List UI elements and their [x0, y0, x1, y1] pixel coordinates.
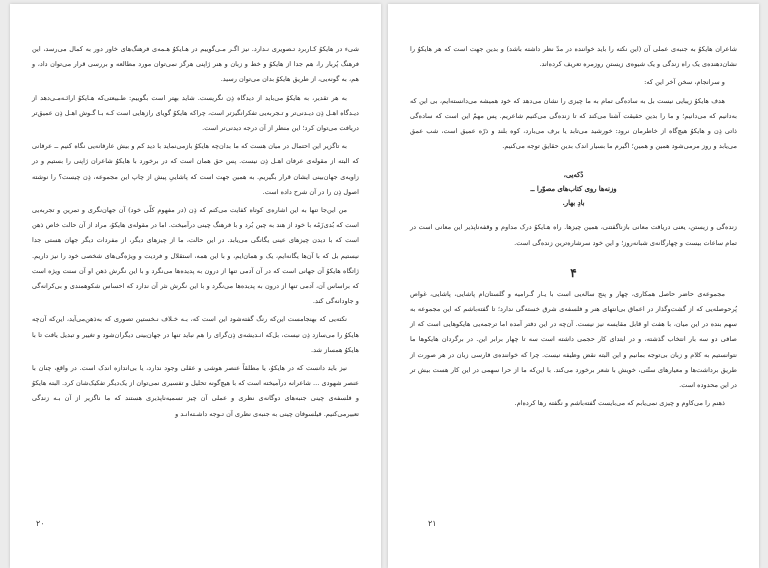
- paragraph: شاعران هایکوُ به جنبه‌ی عملی آن (این نکته را باید خواننده در مدّ نظر داشته باشد) و بدین جهت است که هر هایکوُ را نشان‌دهنده‌ی یک راه زندگی و یک شیوه‌ی زیستن روزمره تعریف کرده‌اند.: [410, 45, 737, 69]
- haiku-line: دُکه‌یی،: [563, 171, 584, 180]
- paragraph: ذهنم را می‌کاوم و چیزی نمی‌یابم که می‌بایست گفته‌باشم و نگفته رها کرده‌ام.: [514, 399, 725, 408]
- paragraph: نکته‌یی که بهنجامست این‌که رنگ گفته‌شود این است که، بـه خـلاف نـخستین تصوری که به‌ذهن‌می‌آید، این‌که آن‌چه هایکوُ را می‌سازد ذِن نیست، بل‌که انـدیشه‌ی ذِن‌گرای را هم نباید تنها در جهان‌بینی دیگران‌شود و تغییر و تبدیل یافت تا با هایکوُ همساز شد.: [32, 315, 359, 354]
- paragraph: به هر تقدیر، به هایکوُ می‌باید از دیدگاه ذِن نگریست. شاید بهتر است بگوییم: طـبیعتی‌که هـایکوُ ارائـه‌مـی‌دهد از دیـدگاه اهـل ذِن دیـدنی‌تر و تـجربه‌یی تفکرانگیزتر است، چراکه هایکوُ گویای رازهایی است کـه بـا گـوش اهـل ذِن عمیق‌تر دریافت می‌توان کرد؛ این منظر از آن درجه دیدنی‌تر است.: [32, 93, 359, 133]
- haiku-line: بادِ بهار.: [562, 199, 585, 208]
- haiku-quote: [410, 168, 737, 210]
- haiku-line: وزنه‌ها روی کتاب‌های مصوّرا ــ: [530, 185, 617, 194]
- left-page: [10, 4, 381, 568]
- paragraph: نیز باید دانست که در هایکوُ، یا مطلقاً عنصر هوشی و عقلی وجود ندارد، یا بی‌اندازه اندک است. در واقع، چنان با عنصر شهودی ... شاعرانه درآمیخته است که با هیچ‌گونه تحلیل و تفسیری نمی‌توان از یک‌دیگر تفکیک‌شان کرد. البته هایکوُ و فلسفه‌ی چینی جنبه‌های دوگانه‌ی نظری و عملی آن چیز تسمیه‌ناپذیری هستند که ما ناگزیر از آن بـه زندگی تعبیرمی‌کنیم. فیلسوفان چینی به جنبه‌ی نظری آن تـوجه داشـته‌انـد و: [32, 364, 359, 418]
- right-page-text: [410, 42, 737, 411]
- paragraph: من این‌جا تنها به این اشاره‌ی کوتاه کفایت می‌کنم که ذِن (در مفهوم کلّی خود) آن جهان‌نگری و تمرین و تجربه‌یی است که بُدی‌زَمُه با خود از هند به چین بُرد و با فرهنگ چینی درآمیخت. اما در مقوله‌ی هایکوُ، مراد از آن حالت خاص ذهن است که با دیدن چیزهای عینی یگانگی می‌یابد. در این حالت، ما از چیزهای دیگر، از مفردات دیگر جهان هستی جدا نیستیم بل که با آن‌ها یگانه‌ایم، یک و همان‌ایم، و با این همه، استقلال و فردیت و ویژه‌گی‌های شخصی خود را نیز داریم. ژاتگاه هایکوُ آن جهانی است که در آن آدمی تنها از درون به پدیده‌ها می‌نگرد و با این نگرش ذهن او آن سنت ویژه است که براساس آن، آدمی تنها از درون به پدیده‌ها می‌نگرد و با این نگرش نثر آن ندارد که احساس شکوهمندی و بی‌کرانه‌گی و جاودانه‌گی کند.: [32, 206, 359, 306]
- section-number: ۴: [570, 265, 577, 280]
- paragraph: هدف هایکوُ زیبایی نیست بل به ساده‌گی تمام به ما چیزی را نشان می‌دهد که خود همیشه می‌دانسته‌ایم، بی این که به‌دانیم که می‌دانیم؛ و ما را بدین حقیقت آشنا می‌کند که تا زنده‌گی می‌کنیم شاعریم. پس مهمّ این است که ساده‌گی ذاتی ذِن و هایکوُ هیچ‌گاه از خاطرمان نرود: خورشید می‌تابد یا برف می‌بارد، کوه بلند و ذرّه عمیق است، شب عمق می‌یابد و روز مرمی‌شود همین و همین؛ اگیرم ما بسیار اندک بدین حقایق توجه می‌کنیم.: [410, 96, 737, 151]
- left-page-text: [32, 42, 359, 422]
- paragraph: زنده‌گی و زیستن، یعنی دریافت معانی بازناگفتنی، همین چیزها. راه هـایکوُ درک مداوم و وقفه‌ناپذیر این معانی است در تمام ساعات بیست و چهارگانه‌ی شبانه‌روز؛ و این خود سرشاره‌ترین زنده‌گی است.: [410, 223, 737, 247]
- paragraph: و سرانجام، سخن آخر این که:: [644, 78, 725, 87]
- page-number: ۲۱: [428, 519, 437, 528]
- page-number: ۲۰: [36, 519, 45, 528]
- right-page: [388, 4, 759, 568]
- paragraph: مجموعه‌ی حاضر حاصل همکاری، چهار و پنج ساله‌یی است با یـار گـرامیه و گلستان‌ام پاشایی، پاشایی، غواص پُرحوصله‌یی که از گشت‌وگذار در اعماق بی‌انتهای هنر و فلسفه‌ی شرق خسته‌گی ندارد؛ تا گفته‌باشم که این مجموعه به سهم بنده در این میان، با هفت او قابل مقایسه نیز نیست. آن‌چه در این دفتر آمده اما ترجمه‌یی هایکوهایی است که از صافی دو سه بار انتخاب گذشته، و در ابتدای کار حجمی داشته است سه تا چهار برابر این. در برگردان هایکوها ما نتوانستیم به کلام و زبان بی‌توجه بمانیم و این البته نقض وظیفه نیست. چرا که خواننده‌ی فارسی زبان در هر صورت از طریق برداشت‌ها و معیارهای سنّتی، خویش با شعر برخورد می‌کند. با این‌که ما از حرا سهمی در این کار هست بیش تر در این محدوده است.: [410, 289, 737, 390]
- paragraph: شی‌ء در هایکوُ کـاربرد تـصویری نـدارد. نیز اگـر مـی‌گوییم در هـایکوُ هـمه‌ی فرهنگ‌های خاور دور به کمال می‌رسد، این فرهنگ پُربار را، هم جدا از هایکوُ و خط و زبان و هنر ژاپنی هرگز نمی‌توان مورد مطالعه و بررسی قرار می‌توان داد، و هم، به گونه‌یی، از طریق هایکوُ بدان می‌توان رسید.: [32, 45, 359, 84]
- paragraph: به تاگزیر این احتمال در میان هست که ما بدان‌چه هایکوُ بازمی‌نماید با دید کم و بیش عارفانه‌یی نگاه کنیم ــ عرفانی که البته از مقوله‌ی عرفان اهـل ذِن نیست. پس حق همان است که در برخورد با هایکوُ شاعران ژاپنی را بستیم و در زاویه‌ی جهان‌بینی ایشان قرار بگیریم. به همین جهت است که پاشاییِ پیش از چاپ این مجموعه، ذِن چیست؟ را نوشته اصول ذِن را در آن شرح داده است.: [32, 142, 359, 196]
